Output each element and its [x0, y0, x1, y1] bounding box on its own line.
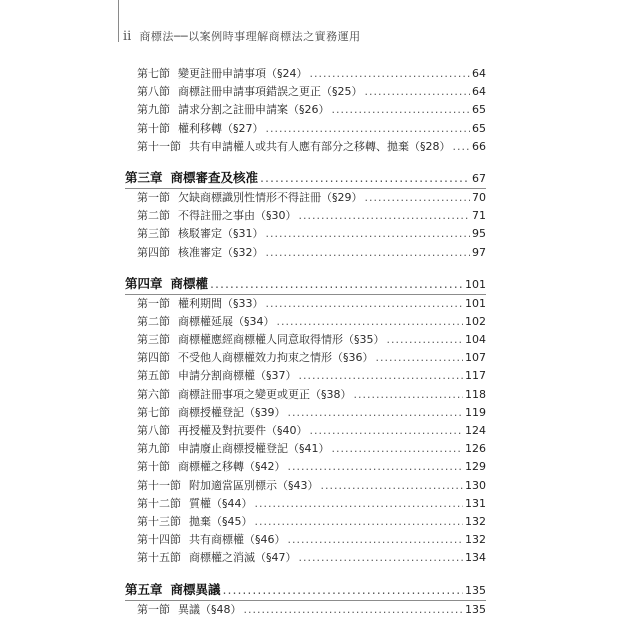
section-label: 第三節 — [137, 333, 170, 347]
toc-section-entry[interactable] — [125, 331, 486, 349]
chapter-title: 商標權 — [170, 275, 209, 291]
toc-section-entry[interactable] — [125, 349, 486, 367]
section-label: 第九節 — [137, 442, 170, 456]
section-label: 第二節 — [137, 314, 170, 328]
section-title: 變更註冊申請事項（§24） — [178, 67, 308, 80]
toc-section-entry[interactable] — [125, 367, 486, 385]
dot-leader — [288, 458, 464, 476]
section-title: 商標註冊申請事項錯誤之更正（§25） — [178, 85, 363, 99]
section-page-number: 71 — [472, 209, 486, 223]
toc-section-entry[interactable] — [125, 65, 486, 83]
section-page-number: 126 — [465, 442, 486, 456]
toc-section-entry[interactable] — [125, 101, 486, 119]
section-page-number: 97 — [472, 245, 486, 259]
dot-leader — [354, 386, 464, 404]
dot-leader — [266, 120, 471, 138]
section-title: 申請廢止商標授權登記（§41） — [178, 442, 330, 456]
toc-section-entry[interactable] — [125, 458, 486, 476]
section-page-number: 64 — [472, 67, 486, 80]
section-page-number: 132 — [465, 514, 486, 528]
section-label: 第四節 — [137, 245, 170, 259]
section-title: 共有申請權人或共有人應有部分之移轉、拋棄（§28） — [189, 139, 451, 153]
section-label: 第二節 — [137, 209, 170, 223]
section-label: 第一節 — [137, 296, 170, 310]
chapter-title: 商標異議 — [170, 581, 221, 597]
section-title: 欠缺商標識別性情形不得註冊（§29） — [178, 190, 363, 204]
section-title: 共有商標權（§46） — [189, 533, 286, 547]
toc-section-entry[interactable] — [125, 83, 486, 101]
chapter-page-number: 101 — [465, 277, 486, 291]
section-title: 不受他人商標權效力拘束之情形（§36） — [178, 351, 374, 365]
section-title: 不得註冊之事由（§30） — [178, 209, 297, 223]
toc-section-entry[interactable] — [125, 601, 486, 619]
section-label: 第十一節 — [137, 478, 181, 492]
chapter-label: 第五章 — [125, 581, 163, 597]
toc-section-entry[interactable] — [125, 549, 486, 567]
section-label: 第七節 — [137, 405, 170, 419]
dot-leader — [310, 65, 471, 83]
dot-leader — [210, 274, 463, 294]
dot-leader — [244, 601, 464, 619]
chapter-label: 第三章 — [125, 169, 163, 185]
dot-leader — [310, 422, 464, 440]
section-title: 異議（§48） — [178, 602, 242, 616]
section-title: 再授權及對抗要件（§40） — [178, 424, 308, 437]
dot-leader — [266, 225, 471, 243]
toc-section-entry[interactable] — [125, 138, 486, 156]
dot-leader — [321, 477, 464, 495]
toc-section-entry[interactable] — [125, 440, 486, 458]
dot-leader — [255, 513, 464, 531]
section-label: 第三節 — [137, 227, 170, 241]
section-label: 第一節 — [137, 190, 170, 204]
toc-section-entry[interactable] — [125, 531, 486, 549]
dot-leader — [255, 495, 464, 513]
section-page-number: 129 — [465, 460, 486, 474]
section-label: 第十節 — [137, 121, 170, 135]
section-title: 商標權延展（§34） — [178, 314, 275, 328]
section-label: 第十二節 — [137, 496, 181, 510]
table-of-contents — [125, 65, 486, 619]
section-title: 商標權應經商標權人同意取得情形（§35） — [178, 333, 385, 347]
toc-section-entry[interactable] — [125, 120, 486, 138]
dot-leader — [387, 331, 464, 349]
section-page-number: 124 — [465, 424, 486, 437]
section-page-number: 101 — [465, 296, 486, 310]
dot-leader — [453, 138, 471, 156]
section-label: 第十三節 — [137, 514, 181, 528]
section-label: 第五節 — [137, 369, 170, 383]
dot-leader — [299, 367, 464, 385]
toc-group — [125, 156, 486, 262]
section-page-number: 65 — [472, 121, 486, 135]
section-title: 商標權之消滅（§47） — [189, 551, 297, 565]
dot-leader — [277, 313, 464, 331]
toc-section-entry[interactable] — [125, 313, 486, 331]
section-page-number: 95 — [472, 227, 486, 241]
section-title: 商標註冊事項之變更或更正（§38） — [178, 387, 352, 401]
section-title: 商標權之移轉（§42） — [178, 460, 286, 474]
dot-leader — [266, 295, 464, 313]
group-spacer — [125, 156, 486, 168]
running-header — [123, 28, 361, 44]
dot-leader — [266, 244, 471, 262]
dot-leader — [299, 549, 464, 567]
group-spacer — [125, 568, 486, 580]
toc-chapter-entry[interactable] — [125, 580, 486, 600]
toc-section-entry[interactable] — [125, 477, 486, 495]
toc-section-entry[interactable] — [125, 189, 486, 207]
section-label: 第四節 — [137, 351, 170, 365]
section-title: 附加適當區別標示（§43） — [189, 478, 319, 492]
book-title: 商標法──以案例時事理解商標法之實務運用 — [139, 30, 361, 43]
toc-chapter-entry[interactable] — [125, 168, 486, 188]
group-spacer — [125, 262, 486, 274]
dot-leader — [376, 349, 464, 367]
section-page-number: 131 — [465, 496, 486, 510]
section-title: 拋棄（§45） — [189, 514, 253, 528]
dot-leader — [260, 168, 470, 188]
toc-group — [125, 262, 486, 568]
section-page-number: 65 — [472, 103, 486, 117]
section-label: 第十四節 — [137, 533, 181, 547]
toc-section-entry[interactable] — [125, 495, 486, 513]
header-rule — [118, 0, 119, 42]
section-page-number: 119 — [465, 405, 486, 419]
section-page-number: 66 — [472, 139, 486, 153]
section-label: 第一節 — [137, 602, 170, 616]
section-title: 核准審定（§32） — [178, 245, 264, 259]
section-page-number: 134 — [465, 551, 486, 565]
chapter-title: 商標審查及核准 — [170, 169, 259, 185]
section-title: 商標授權登記（§39） — [178, 405, 286, 419]
section-title: 權利移轉（§27） — [178, 121, 264, 135]
toc-section-entry[interactable] — [125, 422, 486, 440]
toc-section-entry[interactable] — [125, 295, 486, 313]
section-label: 第十節 — [137, 460, 170, 474]
section-label: 第十一節 — [137, 139, 181, 153]
dot-leader — [332, 101, 471, 119]
toc-section-entry[interactable] — [125, 244, 486, 262]
page-number: ii — [123, 28, 132, 44]
section-page-number: 135 — [465, 602, 486, 616]
section-title: 請求分割之註冊申請案（§26） — [178, 103, 330, 117]
section-page-number: 132 — [465, 533, 486, 547]
section-label: 第十五節 — [137, 551, 181, 565]
chapter-page-number: 67 — [472, 171, 486, 185]
toc-section-entry[interactable] — [125, 404, 486, 422]
section-page-number: 117 — [465, 369, 486, 383]
toc-section-entry[interactable] — [125, 207, 486, 225]
section-title: 權利期間（§33） — [178, 296, 264, 310]
dot-leader — [299, 207, 471, 225]
section-label: 第七節 — [137, 67, 170, 80]
toc-group — [125, 65, 486, 156]
toc-section-entry[interactable] — [125, 225, 486, 243]
section-page-number: 130 — [465, 478, 486, 492]
toc-section-entry[interactable] — [125, 513, 486, 531]
section-page-number: 104 — [465, 333, 486, 347]
section-title: 申請分割商標權（§37） — [178, 369, 297, 383]
toc-section-entry[interactable] — [125, 386, 486, 404]
section-label: 第八節 — [137, 85, 170, 99]
section-page-number: 118 — [465, 387, 486, 401]
section-page-number: 70 — [472, 190, 486, 204]
section-label: 第八節 — [137, 424, 170, 437]
section-page-number: 107 — [465, 351, 486, 365]
dot-leader — [365, 189, 471, 207]
section-page-number: 102 — [465, 314, 486, 328]
dot-leader — [332, 440, 464, 458]
section-title: 質權（§44） — [189, 496, 253, 510]
dot-leader — [288, 404, 464, 422]
toc-chapter-entry[interactable] — [125, 274, 486, 294]
section-label: 第九節 — [137, 103, 170, 117]
dot-leader — [223, 580, 463, 600]
section-title: 核駁審定（§31） — [178, 227, 264, 241]
section-label: 第六節 — [137, 387, 170, 401]
chapter-page-number: 135 — [465, 583, 486, 597]
section-page-number: 64 — [472, 85, 486, 99]
chapter-label: 第四章 — [125, 275, 163, 291]
dot-leader — [288, 531, 464, 549]
toc-group — [125, 568, 486, 619]
dot-leader — [365, 83, 471, 101]
